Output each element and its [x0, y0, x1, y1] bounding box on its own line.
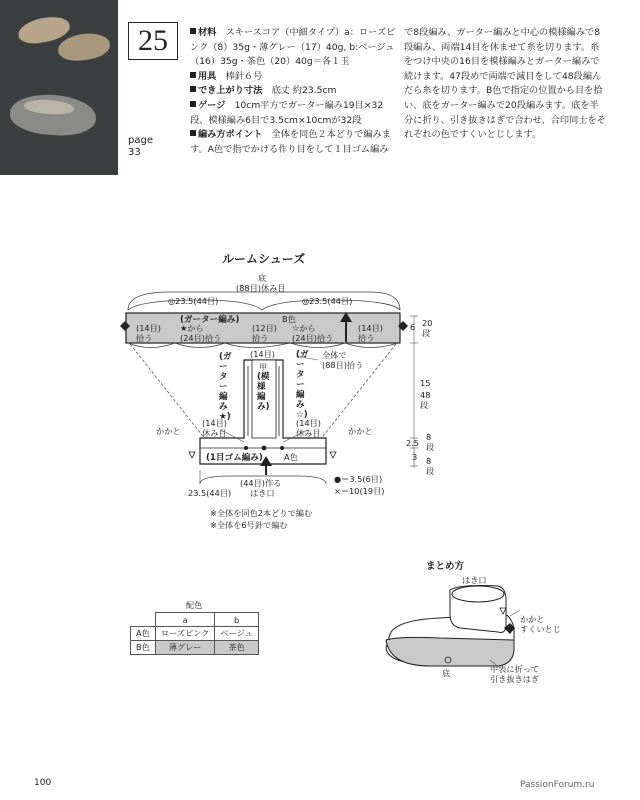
rest-14-right: (14目) 休み目	[296, 418, 321, 438]
assembly-title: まとめ方	[426, 561, 465, 572]
heel-left: かかと	[156, 426, 181, 436]
assembly-opening: はき口	[462, 575, 487, 585]
sole-label: 底	[258, 273, 267, 283]
b-color-label: B色	[282, 314, 296, 324]
pattern-label: (模様編み)	[257, 372, 270, 412]
top-14: (14目)	[250, 349, 275, 359]
left-width: ◎23.5(44目)	[168, 296, 219, 306]
diagram-title: ルームシューズ	[222, 252, 306, 266]
rest-14-left: (14目) 休み目	[202, 418, 227, 438]
pick-14-left: (14目) 拾う	[136, 323, 161, 343]
bottom-width: 23.5(44目)	[188, 488, 232, 498]
pick-24-right: ☆から (24目)拾う	[292, 323, 334, 343]
dim-2-5: 2.5	[406, 438, 420, 448]
garter-left: (ガーター編み★)	[219, 352, 232, 422]
pick-12: (12目) 拾う	[252, 323, 277, 343]
assembly-sole: 底	[442, 668, 451, 678]
color-table-title: 配色	[186, 600, 203, 610]
dim-6: 6	[410, 322, 416, 332]
instructions-block: で8段編み、ガーター編みと中心の模様編みで8 段編み、両端14目を休ませて糸を切ります。糸 をつけ中央の16目を模様編みとガーター編みで 続けます。47段めで両端で減目をして48段編ん だら糸を切ります。B色で指定の位置から目を拾 い、底をガーター編みで20段編みます。底を半 分に折り、引き抜きはぎで合わせ、合印同士をそ れぞれの色ですくいとじします。	[404, 27, 606, 141]
note-2: ※全体を6号針で編む	[210, 520, 288, 530]
rib-label: (1目ゴム編み)	[206, 453, 263, 463]
page-number: 100	[34, 778, 52, 788]
materials-block: 材料 スキースコア（中細タイプ）a：ローズピ ンク（8）35g・薄グレー（17）40g, b:ベージュ （16）35g・茶色（20）40g＝各１玉 用具 棒針６号 でき上がり寸法 底丈 約23.5cm ゲージ 10cm平方でガーター編み19目×32 段、模様編み6目で3.5cm×10cmが32段 編み方ポイント 全体を同色２本どりで編みま す。A色で指でかける作り目をして１目ゴム編み	[190, 27, 396, 155]
dim-48: 48 段	[420, 390, 431, 410]
cast-on-label: (44目)作る	[240, 478, 282, 488]
a-color-label: A色	[284, 452, 298, 462]
dim-20: 20 段	[422, 318, 433, 338]
assembly-heel: かかと すくいとじ	[520, 614, 561, 634]
legend-dot: ●＝3.5(6目)	[334, 474, 383, 484]
color-table: a b A色 ローズピンク ベージュ B色 薄グレー 茶色	[130, 612, 259, 655]
pattern-number: 25	[128, 22, 178, 60]
note-1: ※全体を同色2本どりで編む	[210, 508, 313, 518]
pick-14-right: (14目) 拾う	[358, 323, 383, 343]
dim-15: 15	[420, 378, 431, 388]
dim-8a: 8 段	[426, 432, 435, 452]
watermark: PassionForum.ru	[520, 780, 595, 790]
dim-3: 3	[412, 452, 418, 462]
sole-rest: (88目)休み目	[236, 283, 286, 293]
garter-label: (ガーター編み)	[180, 315, 240, 325]
page-reference: page 33	[128, 135, 153, 158]
dim-8b: 8 段	[426, 456, 435, 476]
garter-right: (ガーター編み☆)	[296, 350, 309, 420]
heel-right: かかと	[348, 426, 373, 436]
ko-label: 甲	[259, 362, 268, 372]
right-width: ◎23.5(44目)	[302, 296, 353, 306]
legend-x: ×＝10(19目)	[334, 486, 385, 496]
assembly-fold: 中表に折って 引き抜きはぎ	[490, 664, 540, 684]
pick-24-left: ★から (24目)拾う	[180, 323, 222, 343]
opening-label: はき口	[250, 488, 275, 498]
total-pick: 全体で (88目)拾う	[322, 350, 364, 370]
